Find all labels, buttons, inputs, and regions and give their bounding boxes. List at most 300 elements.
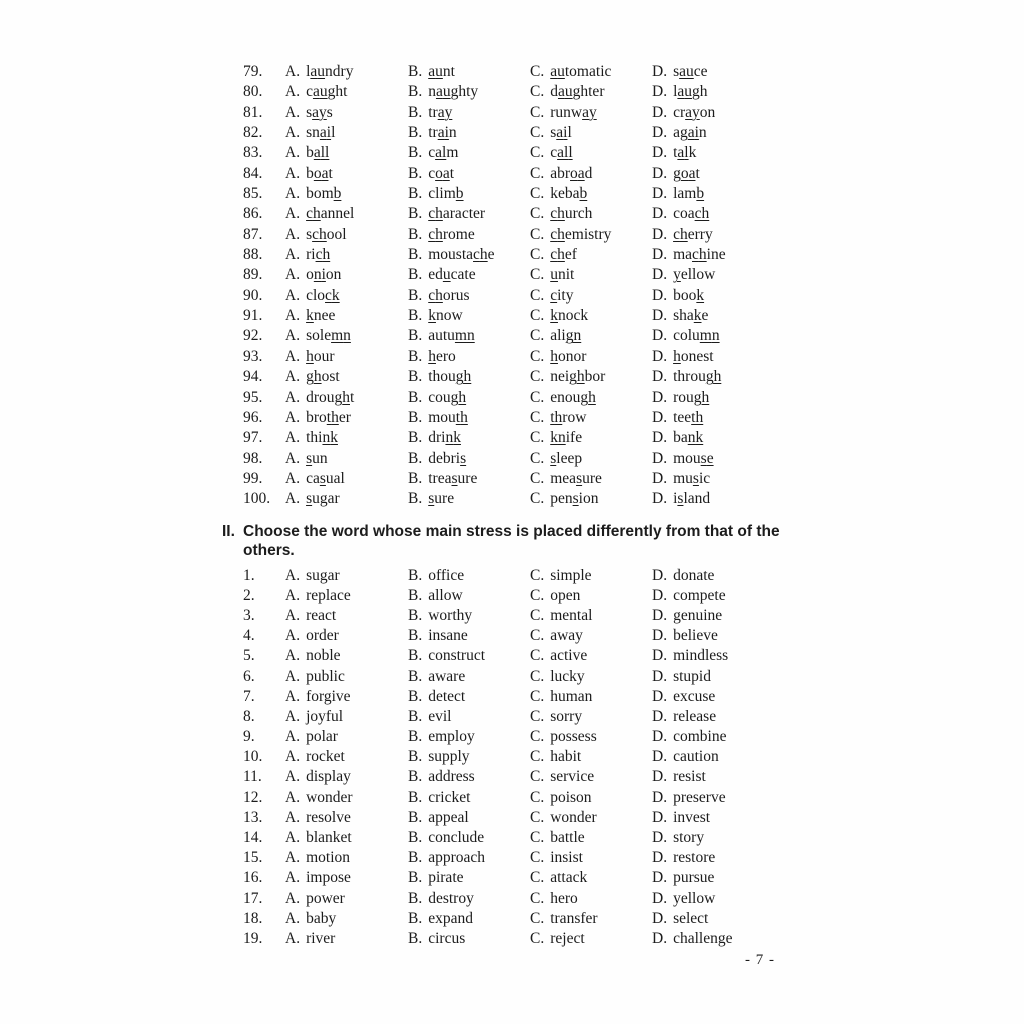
option-word: resist: [673, 768, 706, 786]
option-word: column: [673, 327, 720, 345]
option-d: [652, 606, 842, 626]
option-label: C.: [530, 124, 545, 142]
option-label: C.: [530, 808, 545, 826]
option-word: polar: [306, 728, 338, 746]
option-c: [530, 225, 652, 245]
option-label: A.: [285, 687, 301, 705]
option-d: [652, 449, 842, 469]
option-word: music: [673, 469, 711, 487]
option-label: C.: [530, 307, 545, 325]
option-word: city: [550, 286, 574, 304]
question-row: [222, 767, 842, 787]
option-d: [652, 667, 842, 687]
option-word: chemistry: [550, 225, 612, 243]
option-d: [652, 286, 842, 306]
option-c: [530, 606, 652, 626]
question-row: [222, 788, 842, 808]
option-a: [285, 245, 408, 265]
option-d: [652, 408, 842, 428]
option-c: [530, 808, 652, 828]
question-number: 93.: [243, 347, 263, 365]
option-word: address: [428, 768, 475, 786]
option-d: [652, 326, 842, 346]
question-number: 98.: [243, 449, 263, 467]
option-word: power: [306, 889, 345, 907]
option-word: reject: [550, 929, 585, 947]
option-c: [530, 469, 652, 489]
option-word: again: [673, 124, 707, 142]
option-label: A.: [285, 707, 301, 725]
option-word: knee: [306, 307, 336, 325]
question-number: 7.: [243, 687, 255, 705]
option-b: [408, 103, 530, 123]
section2-heading: [222, 522, 842, 560]
option-word: detect: [428, 687, 466, 705]
question-row: [222, 265, 842, 285]
option-label: A.: [285, 347, 301, 365]
option-c: [530, 286, 652, 306]
option-word: yellow: [673, 266, 716, 284]
option-word: stupid: [673, 667, 711, 685]
option-a: [285, 788, 408, 808]
option-label: A.: [285, 566, 301, 584]
option-label: A.: [285, 205, 301, 223]
option-b: [408, 727, 530, 747]
question-row: [222, 606, 842, 626]
option-word: honest: [673, 347, 714, 365]
option-d: [652, 388, 842, 408]
option-label: B.: [408, 185, 423, 203]
option-word: react: [306, 606, 337, 624]
option-label: D.: [652, 449, 668, 467]
option-b: [408, 929, 530, 949]
option-word: joyful: [306, 707, 344, 725]
option-label: C.: [530, 144, 545, 162]
option-label: C.: [530, 408, 545, 426]
option-word: moustache: [428, 246, 495, 264]
option-label: D.: [652, 124, 668, 142]
question-row: [222, 929, 842, 949]
option-word: naughty: [428, 83, 479, 101]
option-label: A.: [285, 849, 301, 867]
option-c: [530, 204, 652, 224]
question-number: 84.: [243, 164, 263, 182]
option-word: tray: [428, 103, 453, 121]
option-label: A.: [285, 307, 301, 325]
option-label: D.: [652, 408, 668, 426]
question-row: [222, 286, 842, 306]
option-c: [530, 388, 652, 408]
option-label: B.: [408, 347, 423, 365]
question-row: [222, 123, 842, 143]
option-a: [285, 626, 408, 646]
option-label: D.: [652, 627, 668, 645]
option-c: [530, 143, 652, 163]
option-label: C.: [530, 707, 545, 725]
option-word: donate: [673, 566, 715, 584]
option-d: [652, 306, 842, 326]
option-label: D.: [652, 829, 668, 846]
option-label: B.: [408, 707, 423, 725]
option-label: C.: [530, 246, 545, 264]
option-label: C.: [530, 627, 545, 645]
option-word: crayon: [673, 103, 716, 121]
section1-list: [222, 62, 842, 510]
option-a: [285, 909, 408, 929]
option-word: casual: [306, 469, 345, 487]
option-word: channel: [306, 205, 355, 223]
option-label: C.: [530, 347, 545, 365]
question-row: [222, 143, 842, 163]
option-d: [652, 428, 842, 448]
option-word: rich: [306, 246, 331, 264]
option-b: [408, 767, 530, 787]
option-word: blanket: [306, 829, 352, 846]
question-row: [222, 727, 842, 747]
option-a: [285, 103, 408, 123]
question-row: [222, 204, 842, 224]
option-label: D.: [652, 103, 668, 121]
option-label: A.: [285, 647, 301, 665]
option-d: [652, 164, 842, 184]
question-number: 96.: [243, 408, 263, 426]
option-word: caution: [673, 748, 719, 766]
option-a: [285, 408, 408, 428]
option-label: B.: [408, 164, 423, 182]
option-label: B.: [408, 566, 423, 584]
option-word: daughter: [550, 83, 605, 101]
option-a: [285, 606, 408, 626]
option-label: A.: [285, 667, 301, 685]
option-label: B.: [408, 889, 423, 907]
option-label: D.: [652, 429, 668, 447]
option-word: debris: [428, 449, 467, 467]
option-word: resolve: [306, 808, 351, 826]
option-word: approach: [428, 849, 486, 867]
option-c: [530, 727, 652, 747]
option-c: [530, 82, 652, 102]
option-label: B.: [408, 449, 423, 467]
option-label: C.: [530, 929, 545, 947]
option-a: [285, 828, 408, 848]
option-c: [530, 123, 652, 143]
question-row: [222, 707, 842, 727]
option-a: [285, 164, 408, 184]
option-b: [408, 889, 530, 909]
option-d: [652, 469, 842, 489]
question-row: [222, 489, 842, 509]
question-row: [222, 469, 842, 489]
option-word: restore: [673, 849, 716, 867]
option-d: [652, 123, 842, 143]
option-word: climb: [428, 185, 464, 203]
option-b: [408, 687, 530, 707]
option-a: [285, 347, 408, 367]
option-label: D.: [652, 83, 668, 101]
question-row: [222, 245, 842, 265]
option-label: C.: [530, 83, 545, 101]
option-word: island: [673, 490, 711, 508]
option-d: [652, 367, 842, 387]
question-row: [222, 848, 842, 868]
option-label: D.: [652, 205, 668, 223]
option-word: school: [306, 225, 347, 243]
option-a: [285, 82, 408, 102]
option-label: D.: [652, 667, 668, 685]
option-word: conclude: [428, 829, 485, 846]
option-label: B.: [408, 647, 423, 665]
option-b: [408, 747, 530, 767]
question-row: [222, 909, 842, 929]
option-c: [530, 103, 652, 123]
option-b: [408, 489, 530, 509]
option-b: [408, 909, 530, 929]
question-number: 89.: [243, 266, 263, 284]
option-label: B.: [408, 748, 423, 766]
option-word: open: [550, 586, 581, 604]
option-label: C.: [530, 586, 545, 604]
option-word: enough: [550, 388, 596, 406]
option-word: drink: [428, 429, 461, 447]
question-row: [222, 828, 842, 848]
question-number: 16.: [243, 869, 263, 887]
option-label: D.: [652, 606, 668, 624]
option-label: B.: [408, 808, 423, 826]
option-word: cricket: [428, 788, 471, 806]
option-word: sugar: [306, 490, 340, 508]
option-label: C.: [530, 566, 545, 584]
option-word: noble: [306, 647, 341, 665]
option-word: possess: [550, 728, 597, 746]
question-row: [222, 388, 842, 408]
option-d: [652, 889, 842, 909]
option-label: A.: [285, 327, 301, 345]
option-label: A.: [285, 808, 301, 826]
option-word: sure: [428, 490, 455, 508]
option-b: [408, 388, 530, 408]
question-number: 3.: [243, 606, 255, 624]
option-c: [530, 164, 652, 184]
option-label: D.: [652, 869, 668, 887]
option-label: B.: [408, 388, 423, 406]
option-word: train: [428, 124, 457, 142]
option-a: [285, 367, 408, 387]
question-number: 1.: [243, 566, 255, 584]
option-word: evil: [428, 707, 452, 725]
option-b: [408, 428, 530, 448]
question-number: 97.: [243, 429, 263, 447]
option-word: forgive: [306, 687, 351, 705]
option-label: B.: [408, 368, 423, 386]
option-label: A.: [285, 103, 301, 121]
option-c: [530, 828, 652, 848]
option-d: [652, 687, 842, 707]
option-word: rocket: [306, 748, 345, 766]
option-b: [408, 667, 530, 687]
option-word: sail: [550, 124, 572, 142]
option-c: [530, 489, 652, 509]
question-number: 82.: [243, 124, 263, 142]
option-d: [652, 184, 842, 204]
option-word: knock: [550, 307, 589, 325]
option-word: sun: [306, 449, 328, 467]
option-label: C.: [530, 889, 545, 907]
question-number: 87.: [243, 225, 263, 243]
option-a: [285, 265, 408, 285]
question-number: 91.: [243, 307, 263, 325]
option-label: D.: [652, 286, 668, 304]
option-label: C.: [530, 849, 545, 867]
option-label: A.: [285, 829, 301, 846]
option-label: D.: [652, 368, 668, 386]
option-word: kebab: [550, 185, 588, 203]
option-a: [285, 388, 408, 408]
option-word: hero: [550, 889, 578, 907]
option-d: [652, 828, 842, 848]
option-label: D.: [652, 586, 668, 604]
option-word: insist: [550, 849, 583, 867]
option-word: sleep: [550, 449, 583, 467]
option-d: [652, 767, 842, 787]
option-label: D.: [652, 388, 668, 406]
option-b: [408, 326, 530, 346]
option-word: expand: [428, 909, 473, 927]
option-a: [285, 62, 408, 82]
option-label: A.: [285, 144, 301, 162]
option-c: [530, 245, 652, 265]
option-label: C.: [530, 909, 545, 927]
option-c: [530, 449, 652, 469]
option-d: [652, 848, 842, 868]
option-label: B.: [408, 490, 423, 508]
option-label: D.: [652, 748, 668, 766]
question-row: [222, 586, 842, 606]
question-number: 19.: [243, 929, 263, 947]
option-word: mouth: [428, 408, 468, 426]
option-c: [530, 586, 652, 606]
option-label: C.: [530, 266, 545, 284]
option-c: [530, 929, 652, 949]
option-b: [408, 184, 530, 204]
option-b: [408, 265, 530, 285]
option-word: measure: [550, 469, 602, 487]
option-word: preserve: [673, 788, 726, 806]
option-d: [652, 707, 842, 727]
option-label: C.: [530, 286, 545, 304]
question-number: 94.: [243, 368, 263, 386]
option-b: [408, 788, 530, 808]
option-word: lamb: [673, 185, 705, 203]
option-label: B.: [408, 829, 423, 846]
option-a: [285, 868, 408, 888]
option-word: transfer: [550, 909, 598, 927]
option-word: brother: [306, 408, 351, 426]
option-label: B.: [408, 687, 423, 705]
option-word: snail: [306, 124, 336, 142]
option-label: A.: [285, 388, 301, 406]
option-label: B.: [408, 63, 423, 80]
option-b: [408, 606, 530, 626]
option-label: B.: [408, 728, 423, 746]
option-c: [530, 626, 652, 646]
option-label: C.: [530, 490, 545, 508]
option-word: goat: [673, 164, 700, 182]
question-number: 81.: [243, 103, 263, 121]
option-word: clock: [306, 286, 340, 304]
question-row: [222, 103, 842, 123]
question-row: [222, 82, 842, 102]
question-number: 83.: [243, 144, 263, 162]
question-row: [222, 428, 842, 448]
option-label: A.: [285, 869, 301, 887]
option-label: D.: [652, 808, 668, 826]
question-number: 100.: [243, 490, 271, 508]
option-word: unit: [550, 266, 575, 284]
question-row: [222, 449, 842, 469]
option-word: pension: [550, 490, 599, 508]
option-word: allow: [428, 586, 463, 604]
option-c: [530, 687, 652, 707]
option-word: talk: [673, 144, 697, 162]
option-label: D.: [652, 246, 668, 264]
option-label: D.: [652, 687, 668, 705]
question-number: 88.: [243, 246, 263, 264]
question-number: 4.: [243, 627, 255, 645]
option-label: A.: [285, 124, 301, 142]
option-a: [285, 143, 408, 163]
option-word: excuse: [673, 687, 716, 705]
option-b: [408, 82, 530, 102]
question-number: 8.: [243, 707, 255, 725]
question-number: 11.: [243, 768, 262, 786]
option-b: [408, 123, 530, 143]
option-c: [530, 184, 652, 204]
question-number: 92.: [243, 327, 263, 345]
option-b: [408, 566, 530, 586]
option-label: C.: [530, 748, 545, 766]
option-a: [285, 889, 408, 909]
option-c: [530, 646, 652, 666]
option-word: teeth: [673, 408, 704, 426]
option-label: A.: [285, 889, 301, 907]
option-label: C.: [530, 728, 545, 746]
question-row: [222, 347, 842, 367]
option-word: sugar: [306, 566, 340, 584]
option-word: human: [550, 687, 593, 705]
option-word: pirate: [428, 869, 464, 887]
option-a: [285, 204, 408, 224]
option-label: D.: [652, 63, 668, 80]
option-label: D.: [652, 185, 668, 203]
option-label: B.: [408, 266, 423, 284]
option-b: [408, 286, 530, 306]
option-label: B.: [408, 929, 423, 947]
option-label: A.: [285, 164, 301, 182]
section2-number: II.: [222, 522, 235, 540]
option-c: [530, 767, 652, 787]
option-word: educate: [428, 266, 476, 284]
option-c: [530, 747, 652, 767]
option-b: [408, 828, 530, 848]
option-b: [408, 408, 530, 428]
option-label: C.: [530, 647, 545, 665]
option-word: lucky: [550, 667, 585, 685]
option-word: abroad: [550, 164, 593, 182]
option-d: [652, 82, 842, 102]
option-a: [285, 428, 408, 448]
question-number: 12.: [243, 788, 263, 806]
question-number: 9.: [243, 728, 255, 746]
